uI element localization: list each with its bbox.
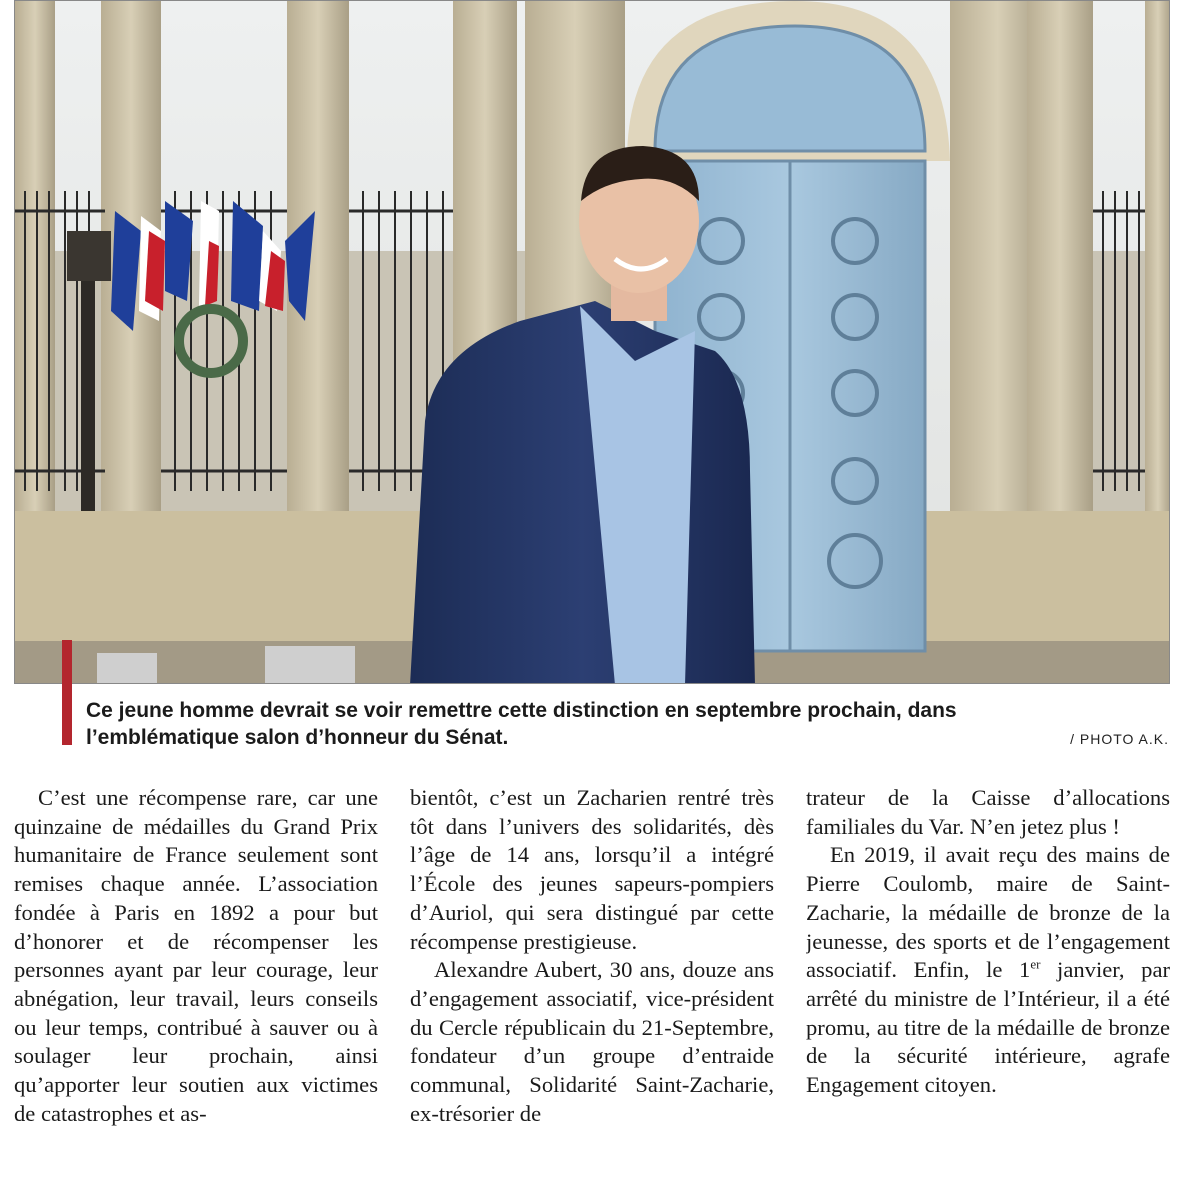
photo-illustration xyxy=(15,1,1170,684)
photo-credit: / PHOTO A.K. xyxy=(1070,731,1169,747)
article-photo xyxy=(14,0,1170,684)
paragraph: trateur de la Caisse d’allocations familiales du Var. N’en jetez plus ! xyxy=(806,785,1170,839)
paragraph-text: janvier, par arrêté du ministre de l’Intérieur, il a été promu, au titre de la médaille de bronze de la sécurité intérieure, agrafe Engagement citoyen. xyxy=(806,957,1170,1098)
paragraph xyxy=(806,841,1170,1099)
paragraph-text: En 2019, il avait reçu des mains de Pierre Coulomb, maire de Saint-Zacharie, la médaille de bronze de la jeunesse, des sports et de l’engagement associatif. Enfin, le 1 xyxy=(806,842,1170,983)
ordinal-superscript: er xyxy=(1030,956,1041,972)
article-column-3 xyxy=(806,784,1170,1183)
article-column-1 xyxy=(14,784,378,1183)
paragraph: C’est une récompense rare, car une quinzaine de médailles du Grand Prix humanitaire de France seulement sont remises chaque année. L’association fondée à Paris en 1892 a pour but d’honorer et de récompenser les personnes ayant par leur courage, leur abnégation, leur travail, leurs conseils ou leur temps, contribué à sauver ou à soulager leur prochain, ainsi qu’apporter leur soutien aux victimes de catastrophes et as- xyxy=(14,785,378,1126)
paragraph: Alexandre Aubert, 30 ans, douze ans d’engagement associatif, vice-président du Cercle républicain du 21-Septembre, fondateur d’un groupe d’entraide communal, Solidarité Saint-Zacharie, ex-trésorier de xyxy=(410,957,774,1126)
caption-accent-bar xyxy=(62,640,72,745)
article-column-2 xyxy=(410,784,774,1183)
photo-caption: Ce jeune homme devrait se voir remettre cette distinction en septembre prochain, dans l’emblématique salon d’honneur du Sénat. xyxy=(86,699,957,749)
paragraph: bientôt, c’est un Zacharien rentré très tôt dans l’univers des solidarités, dès l’âge de 14 ans, lorsqu’il a intégré l’École des jeunes sapeurs-pompiers d’Auriol, qui sera distingué par cette récompense prestigieuse. xyxy=(410,785,774,954)
